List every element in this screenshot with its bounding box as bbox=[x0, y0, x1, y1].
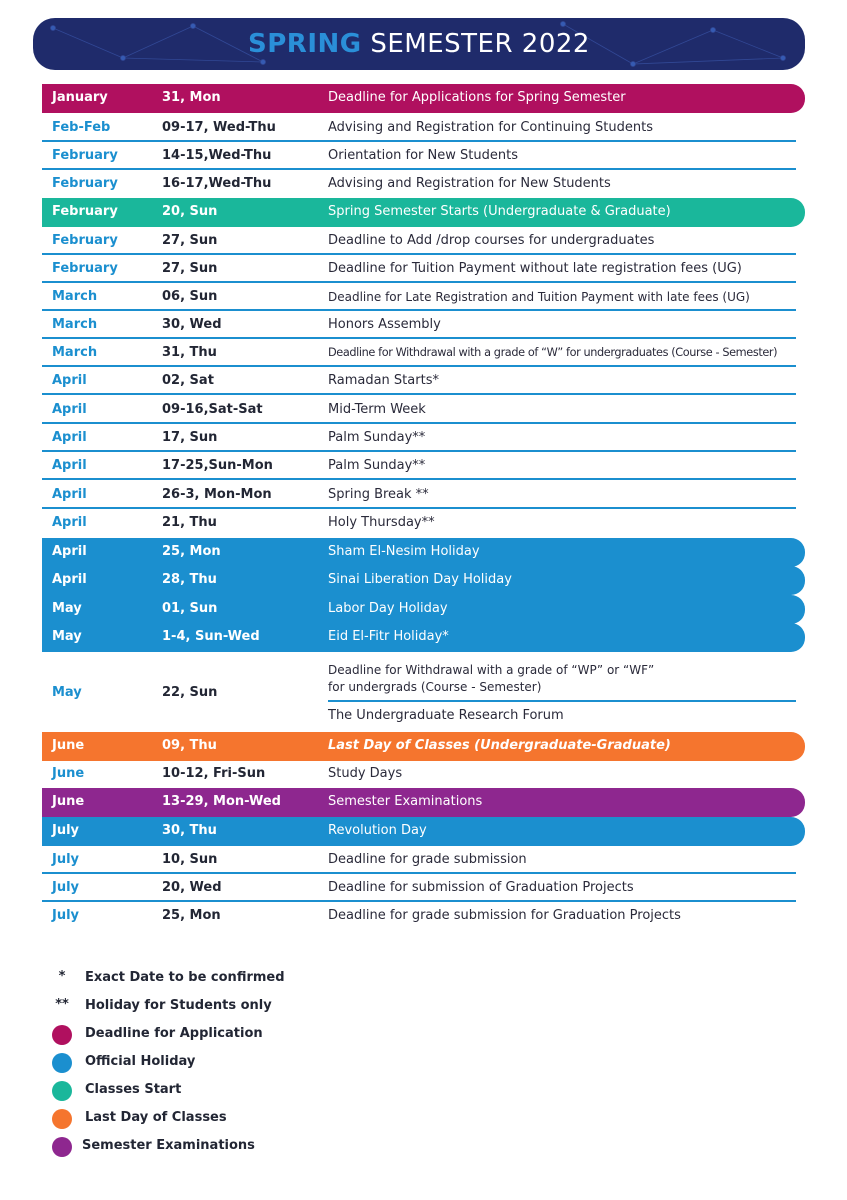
row-month: January bbox=[52, 90, 108, 105]
row-description: Deadline for grade submission bbox=[328, 852, 527, 867]
row-date: 31, Thu bbox=[162, 345, 217, 360]
table-row bbox=[42, 339, 805, 367]
row-date: 13-29, Mon-Wed bbox=[162, 794, 281, 809]
row-description: Last Day of Classes (Undergraduate-Graduate) bbox=[328, 738, 671, 753]
row-date: 21, Thu bbox=[162, 515, 217, 530]
legend-label: Deadline for Application bbox=[85, 1026, 263, 1041]
row-description: Deadline for Tuition Payment without late registration fees (UG) bbox=[328, 261, 742, 276]
row-date: 20, Wed bbox=[162, 880, 222, 895]
table-row bbox=[42, 481, 805, 509]
row-description: Revolution Day bbox=[328, 823, 427, 838]
row-date: 30, Wed bbox=[162, 317, 222, 332]
magenta-dot-icon bbox=[52, 1025, 72, 1045]
row-date: 10, Sun bbox=[162, 852, 218, 867]
row-month: March bbox=[52, 317, 98, 332]
table-row bbox=[42, 170, 805, 198]
row-date: 09-16,Sat-Sat bbox=[162, 402, 263, 417]
table-row bbox=[42, 198, 805, 227]
asterisk-mark: * bbox=[58, 969, 66, 984]
row-date: 10-12, Fri-Sun bbox=[162, 766, 266, 781]
row-description: Deadline for Applications for Spring Semester bbox=[328, 90, 626, 105]
header-banner bbox=[33, 18, 805, 70]
title-spring: SPRING bbox=[248, 29, 362, 59]
table-row bbox=[42, 817, 805, 846]
legend-label: Holiday for Students only bbox=[85, 998, 272, 1013]
row-month: February bbox=[52, 148, 118, 163]
row-description-extra: The Undergraduate Research Forum bbox=[328, 708, 564, 723]
row-description: Semester Examinations bbox=[328, 794, 483, 809]
row-month: April bbox=[52, 430, 87, 445]
row-month: April bbox=[52, 515, 87, 530]
row-description: Eid El-Fitr Holiday* bbox=[328, 629, 449, 644]
row-description: Honors Assembly bbox=[328, 317, 441, 332]
row-date: 01, Sun bbox=[162, 601, 218, 616]
teal-dot-icon bbox=[52, 1081, 72, 1101]
table-row bbox=[42, 396, 805, 424]
page-title bbox=[248, 29, 590, 59]
row-month: April bbox=[52, 373, 87, 388]
row-month: July bbox=[52, 823, 80, 838]
row-month: March bbox=[52, 289, 98, 304]
table-row bbox=[42, 846, 805, 874]
table-row bbox=[42, 659, 805, 729]
row-date: 06, Sun bbox=[162, 289, 218, 304]
row-description: Deadline for grade submission for Graduation Projects bbox=[328, 908, 681, 923]
table-row bbox=[42, 538, 805, 567]
row-description: Labor Day Holiday bbox=[328, 601, 448, 616]
row-month: July bbox=[52, 880, 80, 895]
row-date: 09, Thu bbox=[162, 738, 217, 753]
purple-dot-icon bbox=[52, 1137, 72, 1157]
table-row bbox=[42, 114, 805, 142]
row-date: 25, Mon bbox=[162, 544, 221, 559]
row-divider bbox=[42, 393, 796, 395]
row-description: Advising and Registration for New Students bbox=[328, 176, 611, 191]
table-row bbox=[42, 255, 805, 283]
row-description: Mid-Term Week bbox=[328, 402, 426, 417]
row-date: 31, Mon bbox=[162, 90, 221, 105]
row-description: Orientation for New Students bbox=[328, 148, 518, 163]
row-month: July bbox=[52, 852, 80, 867]
row-date: 27, Sun bbox=[162, 261, 218, 276]
row-description: Spring Break ** bbox=[328, 487, 429, 502]
row-month: February bbox=[52, 204, 118, 219]
row-month: June bbox=[52, 794, 85, 809]
row-description-line1: Deadline for Withdrawal with a grade of “WP” or “WF” bbox=[328, 663, 655, 677]
row-month: June bbox=[52, 738, 85, 753]
table-row bbox=[42, 874, 805, 902]
row-month: March bbox=[52, 345, 98, 360]
row-description-line2: for undergrads (Course - Semester) bbox=[328, 680, 542, 694]
row-date: 14-15,Wed-Thu bbox=[162, 148, 272, 163]
row-month: February bbox=[52, 176, 118, 191]
table-row bbox=[42, 509, 805, 537]
row-description: Ramadan Starts* bbox=[328, 373, 439, 388]
table-row bbox=[42, 227, 805, 255]
row-description: Deadline for Late Registration and Tuition Payment with late fees (UG) bbox=[328, 290, 750, 304]
row-month: April bbox=[52, 544, 87, 559]
row-description: Deadline for Withdrawal with a grade of “W” for undergraduates (Course - Semester) bbox=[328, 346, 778, 359]
row-month: Feb-Feb bbox=[52, 120, 111, 135]
row-month: June bbox=[52, 766, 85, 781]
table-row bbox=[42, 84, 805, 113]
row-description: Holy Thursday** bbox=[328, 515, 435, 530]
table-row bbox=[42, 311, 805, 339]
blue-dot-icon bbox=[52, 1053, 72, 1073]
row-date: 09-17, Wed-Thu bbox=[162, 120, 276, 135]
row-description: Palm Sunday** bbox=[328, 430, 426, 445]
row-month: February bbox=[52, 233, 118, 248]
row-description bbox=[328, 662, 654, 696]
table-row bbox=[42, 283, 805, 311]
row-description: Advising and Registration for Continuing Students bbox=[328, 120, 653, 135]
row-month: April bbox=[52, 487, 87, 502]
row-date: 16-17,Wed-Thu bbox=[162, 176, 272, 191]
legend-label: Semester Examinations bbox=[82, 1138, 255, 1153]
table-row bbox=[42, 788, 805, 817]
row-date: 20, Sun bbox=[162, 204, 218, 219]
row-date: 30, Thu bbox=[162, 823, 217, 838]
row-description: Palm Sunday** bbox=[328, 458, 426, 473]
legend-label: Last Day of Classes bbox=[85, 1110, 227, 1125]
table-row bbox=[42, 623, 805, 652]
row-date: 02, Sat bbox=[162, 373, 214, 388]
row-divider bbox=[42, 478, 796, 480]
title-semester: SEMESTER 2022 bbox=[370, 29, 590, 59]
table-row bbox=[42, 732, 805, 761]
legend-label: Exact Date to be confirmed bbox=[85, 970, 285, 985]
row-date: 25, Mon bbox=[162, 908, 221, 923]
legend-label: Official Holiday bbox=[85, 1054, 196, 1069]
row-month: April bbox=[52, 458, 87, 473]
row-month: April bbox=[52, 402, 87, 417]
row-description: Deadline for submission of Graduation Projects bbox=[328, 880, 634, 895]
row-divider bbox=[328, 700, 796, 702]
row-month: May bbox=[52, 601, 82, 616]
double-asterisk-mark: ** bbox=[55, 997, 69, 1012]
row-date: 1-4, Sun-Wed bbox=[162, 629, 260, 644]
row-month: February bbox=[52, 261, 118, 276]
row-date: 17, Sun bbox=[162, 430, 218, 445]
row-description: Spring Semester Starts (Undergraduate & Graduate) bbox=[328, 204, 671, 219]
row-month: April bbox=[52, 572, 87, 587]
row-description: Sinai Liberation Day Holiday bbox=[328, 572, 512, 587]
table-row bbox=[42, 142, 805, 170]
table-row bbox=[42, 452, 805, 480]
row-date: 17-25,Sun-Mon bbox=[162, 458, 273, 473]
row-date: 22, Sun bbox=[162, 685, 218, 700]
row-date: 28, Thu bbox=[162, 572, 217, 587]
row-description: Sham El-Nesim Holiday bbox=[328, 544, 480, 559]
orange-dot-icon bbox=[52, 1109, 72, 1129]
row-description: Study Days bbox=[328, 766, 403, 781]
table-row bbox=[42, 424, 805, 452]
table-row bbox=[42, 760, 805, 788]
row-month: July bbox=[52, 908, 80, 923]
table-row bbox=[42, 902, 805, 930]
row-month: May bbox=[52, 685, 82, 700]
row-date: 27, Sun bbox=[162, 233, 218, 248]
legend-label: Classes Start bbox=[85, 1082, 182, 1097]
row-month: May bbox=[52, 629, 82, 644]
row-date: 26-3, Mon-Mon bbox=[162, 487, 272, 502]
table-row bbox=[42, 367, 805, 395]
table-row bbox=[42, 566, 805, 595]
table-row bbox=[42, 595, 805, 624]
row-description: Deadline to Add /drop courses for undergraduates bbox=[328, 233, 655, 248]
